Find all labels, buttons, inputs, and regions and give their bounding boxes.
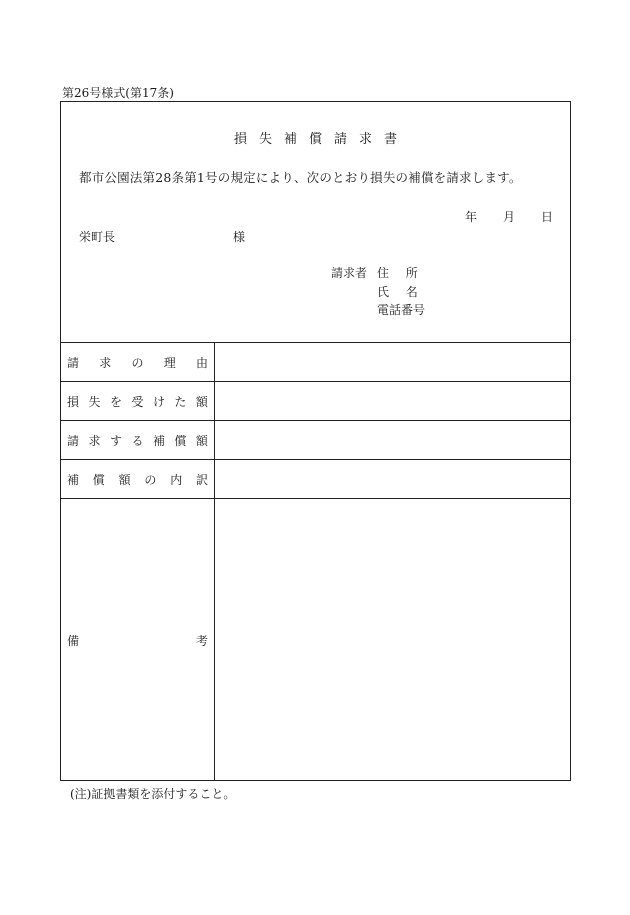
label-char: 受 xyxy=(131,394,144,409)
addressee-name: 栄町長 xyxy=(79,230,116,244)
label-char: 訳 xyxy=(195,472,208,487)
compensation-breakdown-field[interactable] xyxy=(215,460,570,498)
claim-form xyxy=(60,101,571,781)
remarks-field[interactable] xyxy=(215,499,570,781)
label-char: を xyxy=(109,394,122,409)
claimant-fields xyxy=(377,264,435,320)
footnote: (注)証拠書類を添付すること。 xyxy=(70,787,236,801)
title-char: 補 xyxy=(283,132,309,147)
label-char: 備 xyxy=(67,633,80,648)
label-char: 補 xyxy=(67,472,80,487)
label-char: 失 xyxy=(88,394,101,409)
claimant-name-label: 氏名 xyxy=(377,284,435,299)
label-char: 考 xyxy=(195,633,208,648)
date-year: 年 xyxy=(464,210,477,224)
label-char: 内 xyxy=(170,472,183,487)
label-char: 由 xyxy=(195,355,208,370)
date-day: 日 xyxy=(540,210,553,224)
label-char: 求 xyxy=(99,355,112,370)
label-char: 請 xyxy=(67,433,80,448)
label-char: 償 xyxy=(174,433,187,448)
row-label xyxy=(61,421,215,459)
row-loss-amount xyxy=(61,381,570,420)
row-label xyxy=(61,382,215,420)
label-char: 額 xyxy=(118,472,131,487)
row-label xyxy=(61,499,215,781)
row-remarks xyxy=(61,498,570,781)
title-char: 償 xyxy=(308,132,334,147)
label-char: の xyxy=(144,472,157,487)
claimant-label: 請求者 xyxy=(331,266,368,280)
row-compensation-breakdown xyxy=(61,459,570,498)
label-char: た xyxy=(174,394,187,409)
label-char: 求 xyxy=(88,433,101,448)
row-label xyxy=(61,460,215,498)
label-char: 請 xyxy=(67,355,80,370)
claimant-address-label: 住所 xyxy=(377,266,435,280)
title-char: 失 xyxy=(258,132,284,147)
title-char: 損 xyxy=(233,132,259,147)
label-char: 損 xyxy=(67,394,80,409)
loss-amount-field[interactable] xyxy=(215,382,570,420)
form-title xyxy=(61,128,570,147)
label-char: 償 xyxy=(92,472,105,487)
claimant-phone-label: 電話番号 xyxy=(377,303,426,317)
form-header xyxy=(61,102,570,342)
label-char: 理 xyxy=(163,355,176,370)
label-char: す xyxy=(109,433,122,448)
row-claim-reason xyxy=(61,342,570,381)
title-char: 書 xyxy=(384,132,410,147)
title-char: 求 xyxy=(359,132,385,147)
form-number: 第26号様式(第17条) xyxy=(62,86,174,100)
row-claimed-compensation xyxy=(61,420,570,459)
claimant-name-field[interactable] xyxy=(377,283,435,302)
label-char: 額 xyxy=(195,394,208,409)
claim-reason-field[interactable] xyxy=(215,343,570,381)
title-char: 請 xyxy=(334,132,360,147)
label-char: の xyxy=(131,355,144,370)
label-char: 補 xyxy=(152,433,165,448)
intro-text: 都市公園法第28条第1号の規定により、次のとおり損失の補償を請求します。 xyxy=(79,170,522,185)
row-label xyxy=(61,343,215,381)
claimant-phone-field[interactable] xyxy=(377,301,435,320)
label-char: け xyxy=(152,394,165,409)
addressee-honorific: 様 xyxy=(233,230,246,244)
label-char: る xyxy=(131,433,144,448)
claimed-compensation-field[interactable] xyxy=(215,421,570,459)
date-line[interactable] xyxy=(465,208,553,225)
claimant-address-field[interactable] xyxy=(377,264,435,283)
date-month: 月 xyxy=(502,210,515,224)
label-char: 額 xyxy=(195,433,208,448)
